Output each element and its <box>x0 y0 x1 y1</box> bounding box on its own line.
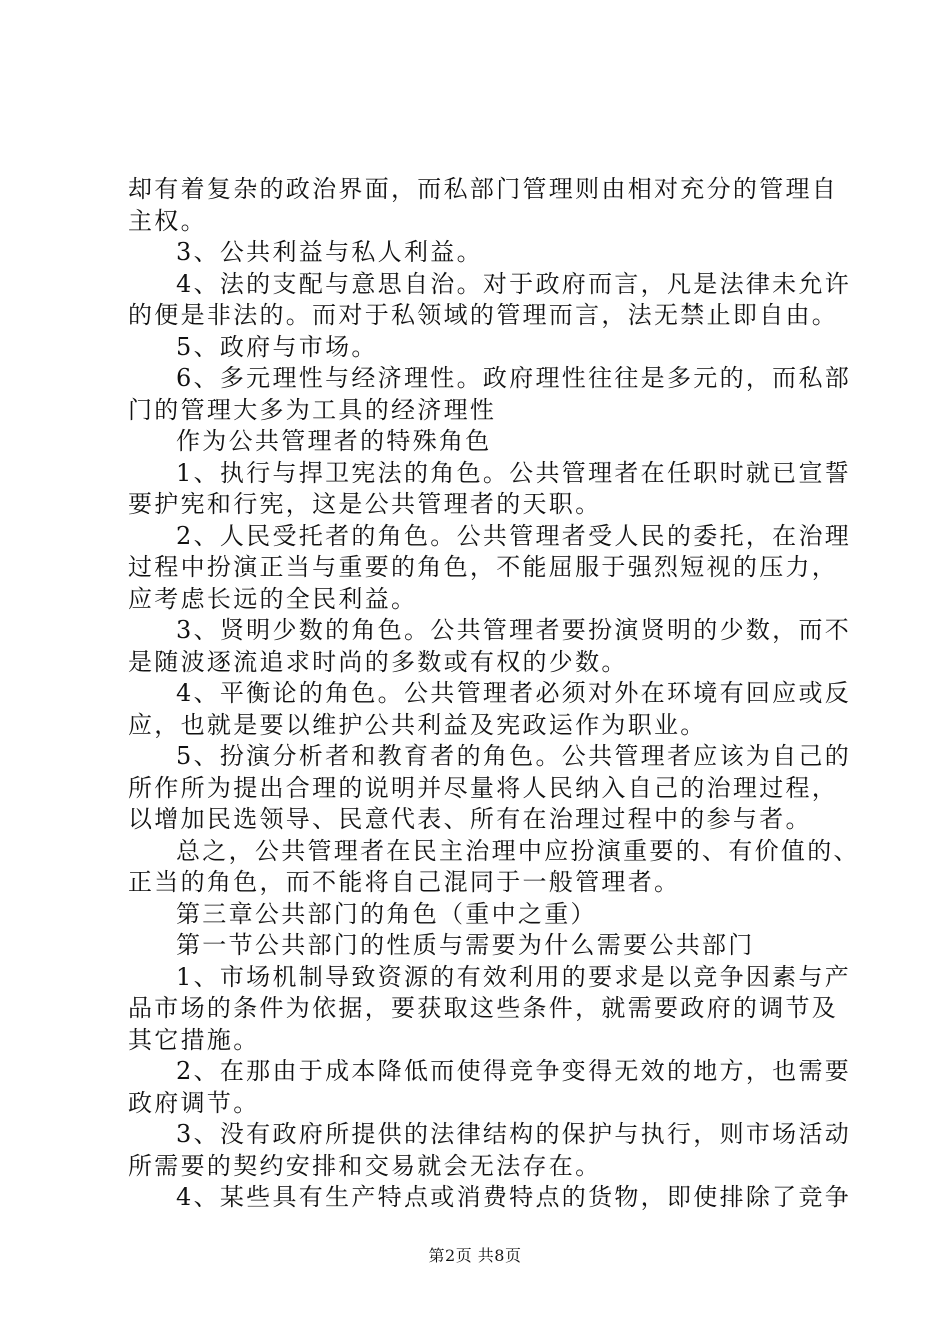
text-line: 却有着复杂的政治界面，而私部门管理则由相对充分的管理自 <box>128 175 839 203</box>
document-body <box>128 174 860 1214</box>
text-line: 应考虑长远的全民利益。 <box>128 584 418 613</box>
text-line: 总之，公共管理者在民主治理中应扮演重要的、有价值的、 <box>176 836 860 865</box>
text-line: 品市场的条件为依据，要获取这些条件，就需要政府的调节及 <box>128 994 839 1022</box>
text-line: 以增加民选领导、民意代表、所有在治理过程中的参与者。 <box>128 805 812 833</box>
text-line: 6、多元理性与经济理性。政府理性往往是多元的，而私部 <box>176 364 852 392</box>
text-line: 3、公共利益与私人利益。 <box>176 238 483 266</box>
text-line: 其它措施。 <box>128 1025 260 1054</box>
text-line: 应，也就是要以维护公共利益及宪政运作为职业。 <box>128 710 707 739</box>
text-line: 正当的角色，而不能将自己混同于一般管理者。 <box>128 868 681 896</box>
text-line: 3、贤明少数的角色。公共管理者要扮演贤明的少数，而不 <box>176 616 852 644</box>
text-line: 2、在那由于成本降低而使得竞争变得无效的地方，也需要 <box>176 1057 852 1085</box>
text-line: 第一节公共部门的性质与需要为什么需要公共部门 <box>176 931 755 959</box>
text-line: 政府调节。 <box>128 1088 260 1117</box>
text-line: 门的管理大多为工具的经济理性 <box>128 395 497 424</box>
text-line: 4、平衡论的角色。公共管理者必须对外在环境有回应或反 <box>176 679 852 707</box>
text-line: 4、法的支配与意思自治。对于政府而言，凡是法律未允许 <box>176 269 852 298</box>
text-line: 第三章公共部门的角色（重中之重） <box>176 899 597 928</box>
page-footer: 第2页 共8页 <box>428 1246 522 1265</box>
text-line: 1、执行与捍卫宪法的角色。公共管理者在任职时就已宣誓 <box>176 458 852 487</box>
text-line: 2、人民受托者的角色。公共管理者受人民的委托，在治理 <box>176 521 852 550</box>
text-line: 4、某些具有生产特点或消费特点的货物，即使排除了竞争 <box>176 1183 852 1211</box>
text-line: 过程中扮演正当与重要的角色，不能屈服于强烈短视的压力， <box>128 553 839 581</box>
text-line: 所需要的契约安排和交易就会无法存在。 <box>128 1151 602 1180</box>
text-line: 5、扮演分析者和教育者的角色。公共管理者应该为自己的 <box>176 742 852 770</box>
text-line: 所作所为提出合理的说明并尽量将人民纳入自己的治理过程， <box>128 773 839 802</box>
text-line: 是随波逐流追求时尚的多数或有权的少数。 <box>128 647 628 676</box>
text-line: 的便是非法的。而对于私领域的管理而言，法无禁止即自由。 <box>128 301 839 329</box>
text-line: 5、政府与市场。 <box>176 332 378 361</box>
text-line: 3、没有政府所提供的法律结构的保护与执行，则市场活动 <box>176 1120 852 1148</box>
text-line: 作为公共管理者的特殊角色 <box>176 427 492 455</box>
text-line: 主权。 <box>128 206 207 235</box>
text-line: 要护宪和行宪，这是公共管理者的天职。 <box>128 490 602 518</box>
text-line: 1、市场机制导致资源的有效利用的要求是以竞争因素与产 <box>176 962 852 991</box>
